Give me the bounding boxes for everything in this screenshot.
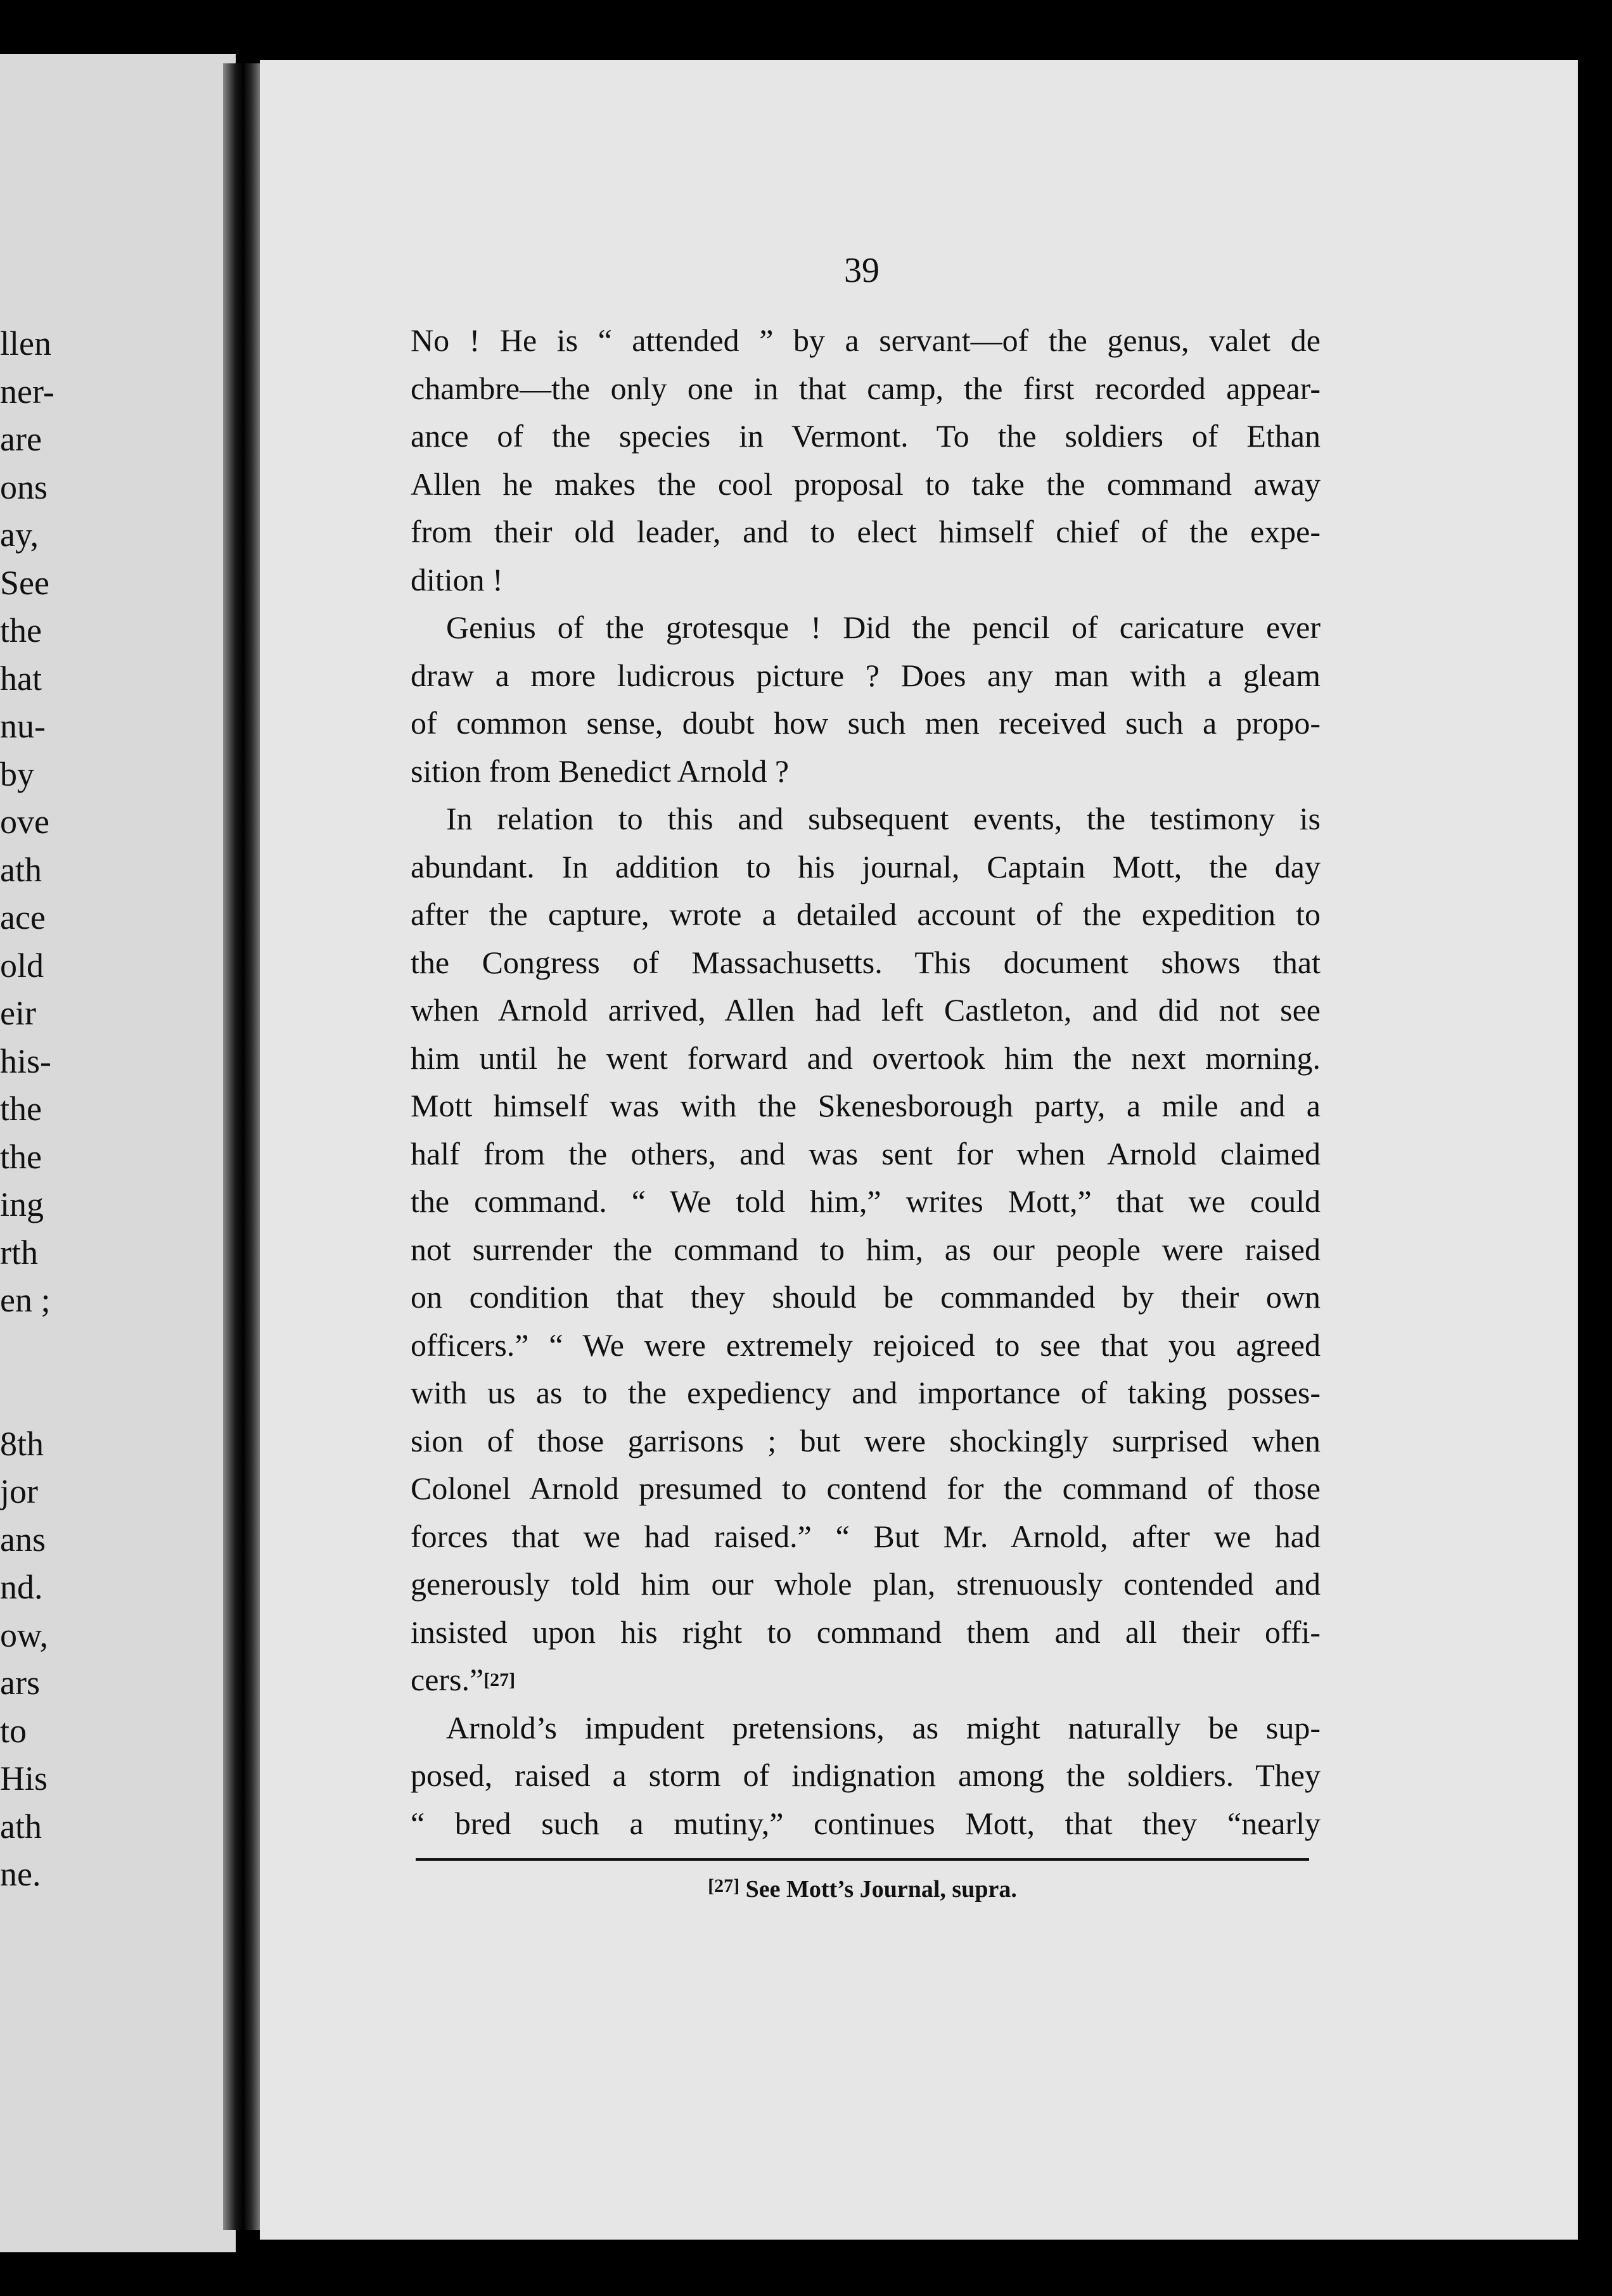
text-line-content: when Arnold arrived, Allen had left Castleton, and did not see	[411, 992, 1321, 1028]
left-margin-fragment: en ;	[0, 1281, 51, 1319]
text-line	[411, 1130, 1321, 1178]
text-line	[411, 1752, 1321, 1800]
text-line	[411, 317, 1321, 365]
text-line-content: posed, raised a storm of indignation among the soldiers. They	[411, 1757, 1321, 1793]
text-line-content: after the capture, wrote a detailed account of the expedition to	[411, 896, 1321, 932]
left-margin-fragment: old	[0, 946, 44, 985]
text-line	[411, 1035, 1321, 1083]
left-margin-fragment: jor	[0, 1472, 38, 1510]
text-line-content: No ! He is “ attended ” by a servant—of the genus, valet de	[411, 322, 1321, 358]
left-margin-fragment: ay,	[0, 516, 39, 554]
text-line	[411, 1226, 1321, 1274]
text-line	[411, 1417, 1321, 1465]
left-margin-fragment: eir	[0, 994, 36, 1032]
text-line	[411, 1082, 1321, 1130]
text-line-content: sion of those garrisons ; but were shockingly surprised when	[411, 1422, 1321, 1458]
body-text	[411, 317, 1321, 1847]
text-line	[411, 1513, 1321, 1561]
text-line	[411, 699, 1321, 748]
left-margin-fragment: ons	[0, 468, 48, 506]
text-line	[411, 986, 1321, 1035]
left-margin-fragment: ing	[0, 1185, 44, 1223]
text-line	[411, 891, 1321, 939]
left-margin-fragment: ath	[0, 1807, 42, 1846]
text-line-content: Arnold’s impudent pretensions, as might naturally be sup-	[446, 1709, 1321, 1745]
text-line-content: not surrender the command to him, as our people were raised	[411, 1231, 1321, 1267]
text-line	[411, 1273, 1321, 1322]
left-margin-fragment: rth	[0, 1233, 38, 1272]
text-line	[411, 1178, 1321, 1226]
text-line	[411, 1704, 1321, 1752]
left-margin-fragment: are	[0, 420, 42, 458]
text-line	[411, 748, 1321, 796]
text-line-content: on condition that they should be commanded by their own	[411, 1279, 1321, 1315]
text-line-content: Colonel Arnold presumed to contend for the command of those	[411, 1470, 1321, 1506]
left-margin-fragment: ans	[0, 1520, 46, 1559]
text-line	[411, 604, 1321, 652]
text-line	[411, 1369, 1321, 1417]
text-line	[411, 1609, 1321, 1657]
footnote-ref: [27]	[708, 1875, 740, 1896]
text-line-content: chambre—the only one in that camp, the first recorded appear-	[411, 370, 1321, 406]
text-line-content: dition !	[411, 561, 503, 597]
text-line	[411, 1800, 1321, 1848]
left-page-margin-text	[0, 54, 236, 1899]
left-margin-fragment: to	[0, 1711, 27, 1750]
left-page	[0, 54, 236, 2252]
footnote-marker: [27]	[483, 1669, 516, 1690]
footnote-text: See Mott’s Journal, supra.	[745, 1876, 1017, 1903]
text-line-content: with us as to the expediency and importance of taking posses-	[411, 1375, 1321, 1410]
text-line-content: Genius of the grotesque ! Did the pencil of caricature ever	[446, 609, 1321, 645]
left-margin-fragment: His	[0, 1759, 48, 1797]
text-line-content: of common sense, doubt how such men received such a propo-	[411, 705, 1321, 741]
text-line-content: ance of the species in Vermont. To the soldiers of Ethan	[411, 418, 1321, 454]
text-line-content: sition from Benedict Arnold ?	[411, 753, 790, 789]
left-margin-fragment: ars	[0, 1664, 40, 1702]
text-line-content: Allen he makes the cool proposal to take the command away	[411, 466, 1321, 502]
text-line-content: him until he went forward and overtook him the next morning.	[411, 1040, 1321, 1076]
text-line	[411, 1560, 1321, 1609]
left-margin-fragment: hat	[0, 659, 42, 698]
text-line-content: forces that we had raised.” “ But Mr. Arnold, after we had	[411, 1518, 1321, 1554]
left-margin-fragment: ner-	[0, 372, 54, 411]
left-margin-fragment: ow,	[0, 1616, 48, 1654]
left-margin-fragment	[0, 1372, 236, 1420]
text-line-content: officers.” “ We were extremely rejoiced to see that you agreed	[411, 1327, 1321, 1363]
text-line-content: the command. “ We told him,” writes Mott,” that we could	[411, 1183, 1321, 1219]
left-margin-fragment: his-	[0, 1042, 51, 1080]
text-line	[411, 461, 1321, 509]
left-margin-fragment: the	[0, 1137, 42, 1176]
text-line	[411, 412, 1321, 461]
text-line	[411, 795, 1321, 843]
text-line-content: generously told him our whole plan, strenuously contended and	[411, 1566, 1321, 1602]
left-margin-fragment: nu-	[0, 707, 46, 745]
text-line-content: insisted upon his right to command them and all their offi-	[411, 1614, 1321, 1650]
text-line	[411, 365, 1321, 413]
left-margin-fragment: See	[0, 563, 49, 602]
left-margin-fragment	[0, 1325, 236, 1373]
text-line	[411, 556, 1321, 604]
text-line-content: draw a more ludicrous picture ? Does any man with a gleam	[411, 657, 1321, 693]
text-line	[411, 1465, 1321, 1513]
left-margin-fragment: by	[0, 755, 34, 793]
page-number: 39	[844, 251, 880, 290]
left-margin-fragment: the	[0, 611, 42, 649]
text-line	[411, 843, 1321, 891]
text-line-content: from their old leader, and to elect himself chief of the expe-	[411, 514, 1321, 549]
text-line-content: the Congress of Massachusetts. This document shows that	[411, 944, 1321, 980]
text-line	[411, 1656, 1321, 1704]
left-margin-fragment: ace	[0, 898, 46, 936]
left-margin-fragment: nd.	[0, 1568, 43, 1606]
footnote-divider	[416, 1858, 1309, 1861]
left-margin-fragment: ne.	[0, 1855, 41, 1893]
text-line-content: “ bred such a mutiny,” continues Mott, that they “nearly	[411, 1805, 1321, 1841]
text-line-content: abundant. In addition to his journal, Captain Mott, the day	[411, 848, 1321, 884]
text-line	[411, 508, 1321, 556]
left-margin-fragment: 8th	[0, 1424, 44, 1463]
text-line-content: cers.”	[411, 1662, 484, 1697]
text-line	[411, 652, 1321, 700]
text-line-content: Mott himself was with the Skenesborough party, a mile and a	[411, 1088, 1321, 1123]
footnote	[416, 1875, 1309, 1903]
book-gutter	[223, 63, 264, 2230]
text-line	[411, 1322, 1321, 1370]
text-line-content: In relation to this and subsequent events, the testimony is	[446, 801, 1321, 836]
left-margin-fragment: the	[0, 1090, 42, 1128]
text-line-content: half from the others, and was sent for when Arnold claimed	[411, 1135, 1321, 1171]
left-margin-fragment: llen	[0, 324, 51, 362]
left-margin-fragment: ove	[0, 803, 49, 841]
left-margin-fragment: ath	[0, 850, 42, 889]
text-line	[411, 939, 1321, 987]
